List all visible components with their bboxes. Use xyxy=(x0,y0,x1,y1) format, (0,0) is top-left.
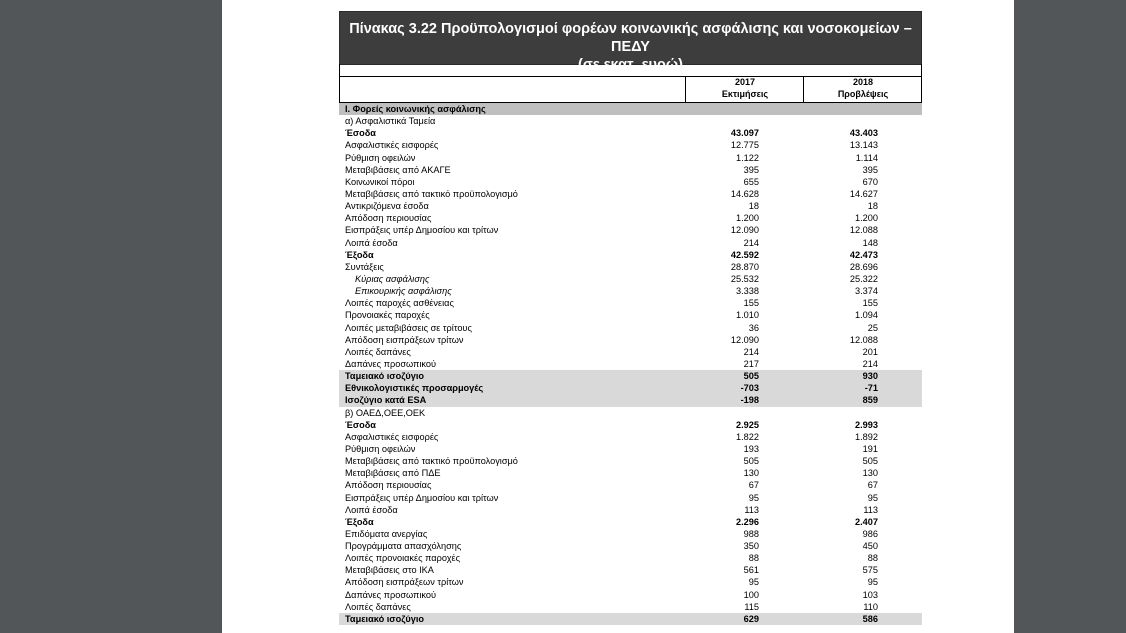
row-value-2017: 36 xyxy=(748,322,759,333)
row-label: Επικουρικής ασφάλισης xyxy=(355,286,452,297)
table-row xyxy=(339,103,922,115)
table-row xyxy=(339,394,922,406)
row-value-2017: 655 xyxy=(743,176,759,187)
row-value-2018: 18 xyxy=(867,201,878,212)
viewer-background-left xyxy=(0,0,222,633)
row-value-2018: 155 xyxy=(862,298,878,309)
table-row xyxy=(339,176,922,188)
table-header-row xyxy=(339,76,922,103)
table-row xyxy=(339,212,922,224)
row-value-2018: 113 xyxy=(863,504,878,515)
table-row xyxy=(339,552,922,564)
row-label: Ταμειακό ισοζύγιο xyxy=(345,371,425,382)
viewer-background-right xyxy=(1014,0,1126,633)
row-value-2017: 12.090 xyxy=(730,225,759,236)
header-col-2017-year: 2017 xyxy=(734,77,756,87)
table-row xyxy=(339,200,922,212)
table-row xyxy=(339,358,922,370)
header-col-2017 xyxy=(685,76,804,102)
row-label: Έξοδα xyxy=(345,249,374,260)
row-label: Μεταβιβάσεις από τακτικό προϋπολογισμό xyxy=(345,188,518,199)
table-row xyxy=(339,407,922,419)
row-value-2018: 14.627 xyxy=(849,188,878,199)
row-value-2018: 12.088 xyxy=(849,334,878,345)
row-label: Αντικριζόμενα έσοδα xyxy=(345,201,429,212)
table-row xyxy=(339,370,922,382)
row-value-2018: 88 xyxy=(867,553,878,564)
table-row xyxy=(339,492,922,504)
table-row xyxy=(339,613,922,625)
row-label: Λοιπά έσοδα xyxy=(345,504,398,515)
row-value-2017: 155 xyxy=(743,298,759,309)
row-value-2018: 42.473 xyxy=(849,249,878,260)
table-row xyxy=(339,188,922,200)
row-value-2017: 505 xyxy=(743,456,759,467)
row-value-2018: 43.403 xyxy=(849,128,878,139)
row-label: Απόδοση εισπράξεων τρίτων xyxy=(345,334,464,345)
header-col-2018 xyxy=(803,76,922,102)
row-label: β) ΟΑΕΔ,ΟΕΕ,ΟΕΚ xyxy=(345,407,426,418)
row-value-2017: 88 xyxy=(748,553,759,564)
table-row xyxy=(339,237,922,249)
row-value-2017: 395 xyxy=(743,164,759,175)
table-title-units: (σε εκατ. ευρώ) xyxy=(578,57,683,73)
budget-table xyxy=(339,11,922,633)
table-row xyxy=(339,467,922,479)
row-label: α) Ασφαλιστικά Ταμεία xyxy=(345,116,436,127)
table-row xyxy=(339,419,922,431)
row-value-2017: 350 xyxy=(743,541,759,552)
table-row xyxy=(339,589,922,601)
row-value-2018: 2.407 xyxy=(855,516,878,527)
table-row xyxy=(339,455,922,467)
row-label: Μεταβιβάσεις από ΠΔΕ xyxy=(345,468,441,479)
row-value-2018: 67 xyxy=(867,480,878,491)
row-label: Ρύθμιση οφειλών xyxy=(345,152,416,163)
row-label: Έσοδα xyxy=(345,419,376,430)
row-value-2017: 2.925 xyxy=(736,419,759,430)
table-row xyxy=(339,285,922,297)
row-value-2018: 130 xyxy=(862,468,878,479)
row-value-2017: 629 xyxy=(743,613,759,624)
row-value-2018: -71 xyxy=(864,383,878,394)
row-label: Μεταβιβάσεις από τακτικό προϋπολογισμό xyxy=(345,456,518,467)
table-row xyxy=(339,431,922,443)
row-value-2018: 12.088 xyxy=(849,225,878,236)
row-label: Εθνικολογιστικές προσαρμογές xyxy=(345,383,484,394)
row-label: Ισοζύγιο κατά ESA xyxy=(345,395,427,406)
row-value-2017: 214 xyxy=(743,346,759,357)
row-value-2018: 1.892 xyxy=(855,431,878,442)
header-col-2018-label: Προβλέψεις xyxy=(837,89,889,99)
row-label: Συντάξεις xyxy=(345,261,384,272)
table-row xyxy=(339,576,922,588)
row-value-2017: 214 xyxy=(743,237,759,248)
row-value-2018: 1.114 xyxy=(855,152,878,163)
row-value-2017: -703 xyxy=(740,383,759,394)
table-row xyxy=(339,479,922,491)
row-value-2017: 3.338 xyxy=(736,286,759,297)
table-row xyxy=(339,261,922,273)
table-row xyxy=(339,224,922,236)
row-value-2017: 1.200 xyxy=(736,213,759,224)
row-value-2017: 14.628 xyxy=(730,188,759,199)
table-row xyxy=(339,564,922,576)
row-value-2017: 43.097 xyxy=(730,128,759,139)
row-value-2017: 113 xyxy=(744,504,759,515)
row-value-2018: 13.143 xyxy=(849,140,878,151)
row-value-2018: 930 xyxy=(862,371,878,382)
row-value-2018: 2.993 xyxy=(855,419,878,430)
row-value-2018: 148 xyxy=(862,237,878,248)
table-row xyxy=(339,115,922,127)
row-label: Λοιπά έσοδα xyxy=(345,237,398,248)
table-row xyxy=(339,540,922,552)
row-label: Λοιπές προνοιακές παροχές xyxy=(345,553,461,564)
header-col-2018-year: 2018 xyxy=(852,77,874,87)
row-value-2017: 2.296 xyxy=(736,516,759,527)
row-value-2018: 859 xyxy=(862,395,878,406)
row-value-2017: 100 xyxy=(743,589,759,600)
row-label: Απόδοση εισπράξεων τρίτων xyxy=(345,577,464,588)
row-value-2017: 25.532 xyxy=(730,273,759,284)
row-value-2018: 986 xyxy=(862,528,878,539)
row-label: Έξοδα xyxy=(345,516,374,527)
row-value-2017: 988 xyxy=(743,528,759,539)
row-label: Δαπάνες προσωπικού xyxy=(345,358,437,369)
table-row xyxy=(339,504,922,516)
row-value-2017: 1.822 xyxy=(736,431,759,442)
row-value-2018: 1.094 xyxy=(855,310,878,321)
row-label: Μεταβιβάσεις στο ΙΚΑ xyxy=(345,565,434,576)
row-value-2017: 12.090 xyxy=(730,334,759,345)
row-label: Ρύθμιση οφειλών xyxy=(345,443,416,454)
table-body xyxy=(339,103,922,625)
header-col-2017-label: Εκτιμήσεις xyxy=(721,89,769,99)
row-value-2018: 1.200 xyxy=(855,213,878,224)
row-value-2018: 670 xyxy=(862,176,878,187)
row-label: Λοιπές παροχές ασθένειας xyxy=(345,298,454,309)
row-label: Εισπράξεις υπέρ Δημοσίου και τρίτων xyxy=(345,492,499,503)
row-value-2017: 42.592 xyxy=(730,249,759,260)
row-value-2018: 103 xyxy=(862,589,878,600)
row-value-2017: 18 xyxy=(748,201,759,212)
row-label: Εισπράξεις υπέρ Δημοσίου και τρίτων xyxy=(345,225,499,236)
row-value-2017: 505 xyxy=(743,371,759,382)
table-row xyxy=(339,139,922,151)
row-label: Λοιπές δαπάνες xyxy=(345,601,411,612)
table-row xyxy=(339,309,922,321)
row-label: Ασφαλιστικές εισφορές xyxy=(345,431,439,442)
row-label: Ασφαλιστικές εισφορές xyxy=(345,140,439,151)
row-label: I. Φορείς κοινωνικής ασφάλισης xyxy=(345,104,486,114)
table-row xyxy=(339,601,922,613)
table-row xyxy=(339,322,922,334)
row-label: Δαπάνες προσωπικού xyxy=(345,589,437,600)
row-label: Απόδοση περιουσίας xyxy=(345,480,432,491)
row-label: Έσοδα xyxy=(345,128,376,139)
row-value-2018: 450 xyxy=(862,541,878,552)
table-row xyxy=(339,334,922,346)
row-label: Επιδόματα ανεργίας xyxy=(345,528,428,539)
row-value-2017: 217 xyxy=(743,358,759,369)
table-row xyxy=(339,152,922,164)
row-value-2017: 95 xyxy=(748,577,759,588)
row-label: Κοινωνικοί πόροι xyxy=(345,176,415,187)
row-value-2018: 505 xyxy=(862,456,878,467)
table-row xyxy=(339,164,922,176)
row-value-2018: 25 xyxy=(867,322,878,333)
table-row xyxy=(339,127,922,139)
row-label: Μεταβιβάσεις από ΑΚΑΓΕ xyxy=(345,164,451,175)
row-value-2018: 25.322 xyxy=(849,273,878,284)
row-value-2018: 395 xyxy=(862,164,878,175)
row-value-2017: 115 xyxy=(744,601,759,612)
row-label: Προνοιακές παροχές xyxy=(345,310,430,321)
row-value-2017: 95 xyxy=(748,492,759,503)
row-label: Ταμειακό ισοζύγιο xyxy=(345,613,425,624)
table-row xyxy=(339,249,922,261)
row-value-2017: 28.870 xyxy=(730,261,759,272)
row-value-2018: 575 xyxy=(862,565,878,576)
row-value-2017: -198 xyxy=(740,395,759,406)
row-value-2018: 95 xyxy=(867,577,878,588)
row-value-2017: 67 xyxy=(748,480,759,491)
table-row xyxy=(339,382,922,394)
row-value-2017: 1.122 xyxy=(736,152,759,163)
row-value-2017: 1.010 xyxy=(736,310,759,321)
row-label: Απόδοση περιουσίας xyxy=(345,213,432,224)
row-label: Προγράμματα απασχόλησης xyxy=(345,541,462,552)
row-value-2018: 28.696 xyxy=(849,261,878,272)
row-value-2017: 561 xyxy=(743,565,759,576)
row-value-2018: 3.374 xyxy=(855,286,878,297)
row-value-2018: 201 xyxy=(862,346,878,357)
row-label: Κύριας ασφάλισης xyxy=(355,273,430,284)
table-row xyxy=(339,443,922,455)
row-value-2017: 130 xyxy=(743,468,759,479)
table-row xyxy=(339,528,922,540)
row-value-2018: 214 xyxy=(862,358,878,369)
table-row xyxy=(339,516,922,528)
table-row xyxy=(339,297,922,309)
table-row xyxy=(339,273,922,285)
row-value-2018: 191 xyxy=(862,443,878,454)
row-value-2018: 95 xyxy=(867,492,878,503)
document-page[interactable] xyxy=(222,0,1014,633)
row-value-2017: 193 xyxy=(743,443,759,454)
table-title xyxy=(339,11,922,73)
row-value-2018: 110 xyxy=(863,601,878,612)
row-value-2017: 12.775 xyxy=(730,140,759,151)
row-label: Λοιπές δαπάνες xyxy=(345,346,411,357)
row-value-2018: 586 xyxy=(862,613,878,624)
row-label: Λοιπές μεταβιβάσεις σε τρίτους xyxy=(345,322,472,333)
table-row xyxy=(339,346,922,358)
table-title-main: Πίνακας 3.22 Προϋπολογισμοί φορέων κοινωνικής ασφάλισης και νοσοκομείων – ΠΕΔΥ xyxy=(349,21,912,55)
